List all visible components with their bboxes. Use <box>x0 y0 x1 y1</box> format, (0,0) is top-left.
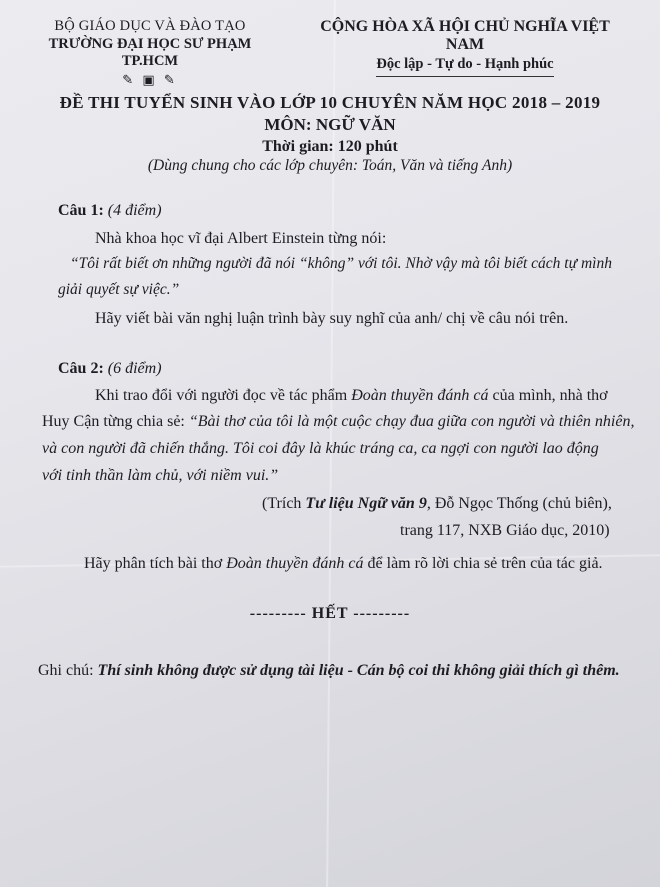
exam-duration: Thời gian: 120 phút <box>262 138 398 155</box>
text-run: của mình, nhà thơ <box>488 387 608 404</box>
question-1-heading: Câu 1: (4 điểm) <box>58 202 162 219</box>
footer-note <box>38 662 638 680</box>
text-run: Hãy phân tích bài thơ <box>84 555 227 572</box>
text-run: Huy Cận từng chia sẻ: <box>42 413 189 430</box>
ministry-name: BỘ GIÁO DỤC VÀ ĐÀO TẠO <box>54 18 246 34</box>
question-1-intro: Nhà khoa học vĩ đại Albert Einstein từng nói: <box>95 230 387 247</box>
national-motto: Độc lập - Tự do - Hạnh phúc <box>376 56 553 77</box>
exam-scope: (Dùng chung cho các lớp chuyên: Toán, Văn và tiếng Anh) <box>147 157 513 174</box>
republic-name: CỘNG HÒA XÃ HỘI CHỦ NGHĨA VIỆT NAM <box>320 18 610 53</box>
note-label: Ghi chú: <box>38 662 98 679</box>
question-1-label: Câu 1 <box>58 202 99 219</box>
note-text: Thí sinh không được sử dụng tài liệu - Cán bộ coi thi không giải thích gì thêm. <box>97 662 620 679</box>
decorative-emblem-icon: ✎ ▣ ✎ <box>122 72 178 87</box>
author-quote-line: và con người đã chiến thắng. Tôi coi đây là khúc tráng ca, ca ngợi con người lao động <box>42 440 599 457</box>
issuer-header <box>30 18 270 88</box>
quote-source-line: trang 117, NXB Giáo dục, 2010) <box>400 522 610 539</box>
university-name: TRƯỜNG ĐẠI HỌC SƯ PHẠM TP.HCM <box>48 36 252 69</box>
question-1-points: (4 điểm) <box>107 202 162 219</box>
text-run: để làm rõ lời chia sẻ trên của tác giả. <box>363 555 603 572</box>
exam-title: ĐỀ THI TUYỂN SINH VÀO LỚP 10 CHUYÊN NĂM HỌC 2018 – 2019 <box>59 93 601 112</box>
text-run: , Đỗ Ngọc Thống (chủ biên), <box>426 495 612 512</box>
question-2-heading <box>58 356 162 382</box>
exam-title-block <box>20 93 640 175</box>
work-title: Đoàn thuyền đánh cá <box>226 555 364 572</box>
question-2-task <box>84 551 603 577</box>
text-run: Khi trao đổi với người đọc về tác phẩm <box>95 387 352 404</box>
end-mark: --------- HẾT --------- <box>249 605 411 622</box>
author-quote: “Bài thơ của tôi là một cuộc chạy đua giữa con người và thiên nhiên, <box>188 413 635 430</box>
question-2-points: (6 điểm) <box>107 360 162 377</box>
work-title: Đoàn thuyền đánh cá <box>351 387 489 404</box>
question-1-quote-line: giải quyết sự việc.” <box>58 281 180 298</box>
exam-subject: MÔN: NGỮ VĂN <box>264 115 396 134</box>
text-run: (Trích <box>262 495 306 512</box>
question-2-label: Câu 2: <box>58 360 104 377</box>
quote-source <box>262 491 612 517</box>
question-2-line <box>95 383 608 409</box>
question-1-task: Hãy viết bài văn nghị luận trình bày suy nghĩ của anh/ chị về câu nói trên. <box>95 310 569 327</box>
question-1-quote-line: “Tôi rất biết ơn những người đã nói “không” với tôi. Nhờ vậy mà tôi biết cách tự mình <box>70 255 612 272</box>
author-quote-line: với tinh thần làm chủ, với niềm vui.” <box>42 467 279 484</box>
national-header <box>305 18 625 77</box>
question-2-line <box>42 409 634 435</box>
source-book-title: Tư liệu Ngữ văn 9 <box>305 495 427 512</box>
